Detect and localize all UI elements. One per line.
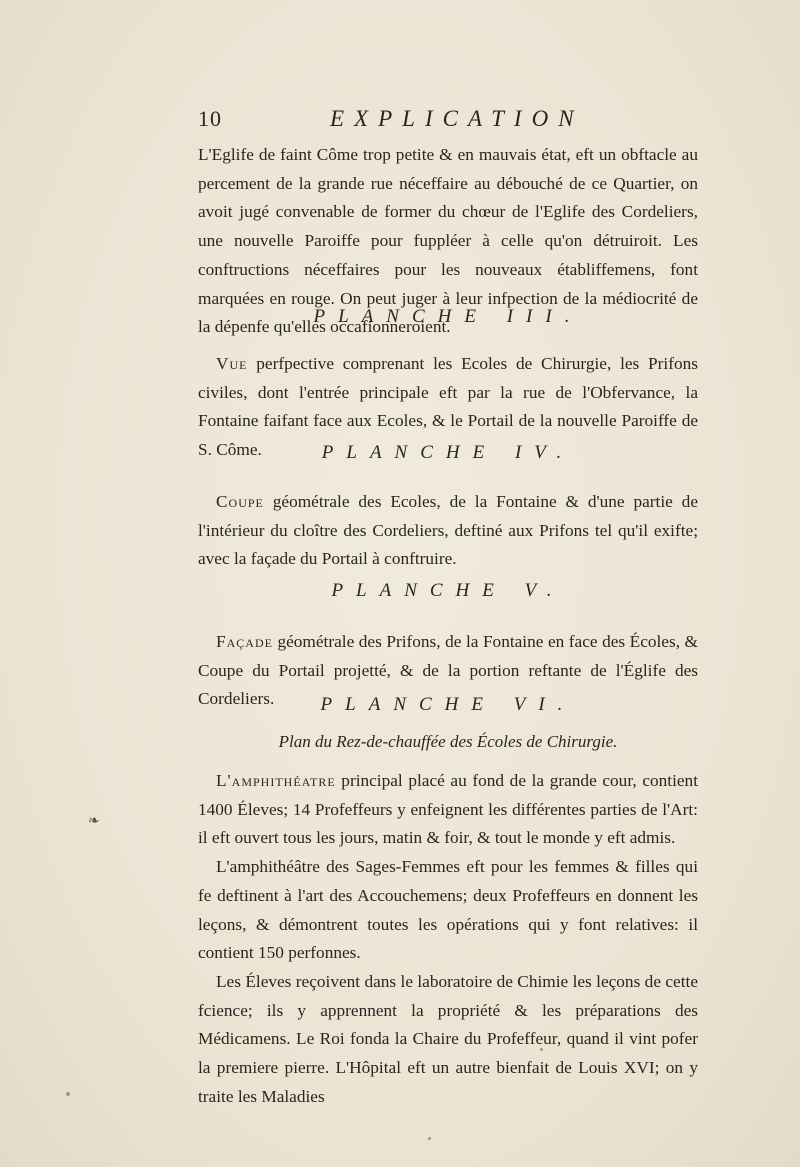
heading-planche-iii: PLANCHE III.	[313, 306, 583, 327]
planche-vi-text-1: principal placé au fond de la grande cour, contient 1400 Éleves; 14 Profeffeurs y enfeignent les différentes parties de l'Art: il eft ouvert tous les jours, matin & foir, & tout le monde y eft admis.	[198, 771, 698, 848]
page-header	[198, 106, 698, 136]
planche-vi-paragraph-1	[198, 767, 698, 853]
planche-iv-paragraph	[198, 488, 698, 574]
planche-iv-lead: Coupe	[216, 492, 264, 511]
planche-iii-text: perfpective comprenant les Ecoles de Chirurgie, les Prifons civiles, dont l'entrée principale eft par la rue de l'Obfervance, la Fontaine faifant face aux Ecoles, & le Portail de la nouvelle Paroiffe de S. Côme.	[198, 354, 698, 460]
planche-vi-paragraph-2: L'amphithéâtre des Sages-Femmes eft pour les femmes & filles qui fe deftinent à l'art des Accouchemens; deux Profeffeurs en donnent les leçons, & démontrent toutes les opérations qui y font relatives: il contient 150 perfonnes.	[198, 857, 698, 963]
subheading-planche-vi: Plan du Rez-de-chauffée des Écoles de Chirurgie.	[278, 732, 618, 751]
planche-v-lead: Façade	[216, 632, 273, 651]
planche-iv-block	[198, 488, 698, 574]
running-title: EXPLICATION	[330, 106, 584, 131]
planche-vi-lead: L'amphithéatre	[216, 771, 336, 790]
heading-planche-vi: PLANCHE VI.	[320, 694, 576, 715]
paper-speck	[540, 1048, 543, 1051]
planche-vi-block	[198, 767, 698, 1111]
planche-iii-lead: Vue	[216, 354, 248, 373]
planche-iv-text: géométrale des Ecoles, de la Fontaine & d'une partie de l'intérieur du cloître des Cordeliers, deftiné aux Prifons tel qu'il exifte; avec la façade du Portail à conftruire.	[198, 492, 698, 569]
planche-v-text: géométrale des Prifons, de la Fontaine en face des Écoles, & Coupe du Portail projetté, & de la portion reftante de l'Églife des Cordeliers.	[198, 632, 698, 709]
intro-paragraph: L'Eglife de faint Côme trop petite & en mauvais état, eft un obftacle au percement de la grande rue néceffaire au débouché de ce Quartier, on avoit jugé convenable de former du chœur de l'Eglife des Cordeliers, une nouvelle Paroiffe pour fuppléer à celle qu'on détruiroit. Les conftructions néceffaires pour les nouveaux établiffemens, font marquées en rouge. On peut juger à leur infpection de la médiocrité de la dépenfe qu'elles occafionneroient.	[198, 145, 698, 337]
heading-planche-v: PLANCHE V.	[331, 580, 565, 601]
margin-ornament: ❧	[88, 814, 100, 829]
page-number: 10	[198, 106, 222, 131]
planche-vi-paragraph-3: Les Éleves reçoivent dans le laboratoire de Chimie les leçons de cette fcience; ils y apprennent la propriété & les préparations des Médicamens. Le Roi fonda la Chaire du Profeffeur, quand il vint pofer la premiere pierre. L'Hôpital eft un autre bienfait de Louis XVI; on y traite les Maladies	[198, 971, 698, 1106]
paper-speck	[66, 1092, 70, 1096]
paper-speck	[428, 1137, 431, 1140]
heading-planche-iv: PLANCHE IV.	[321, 442, 575, 463]
